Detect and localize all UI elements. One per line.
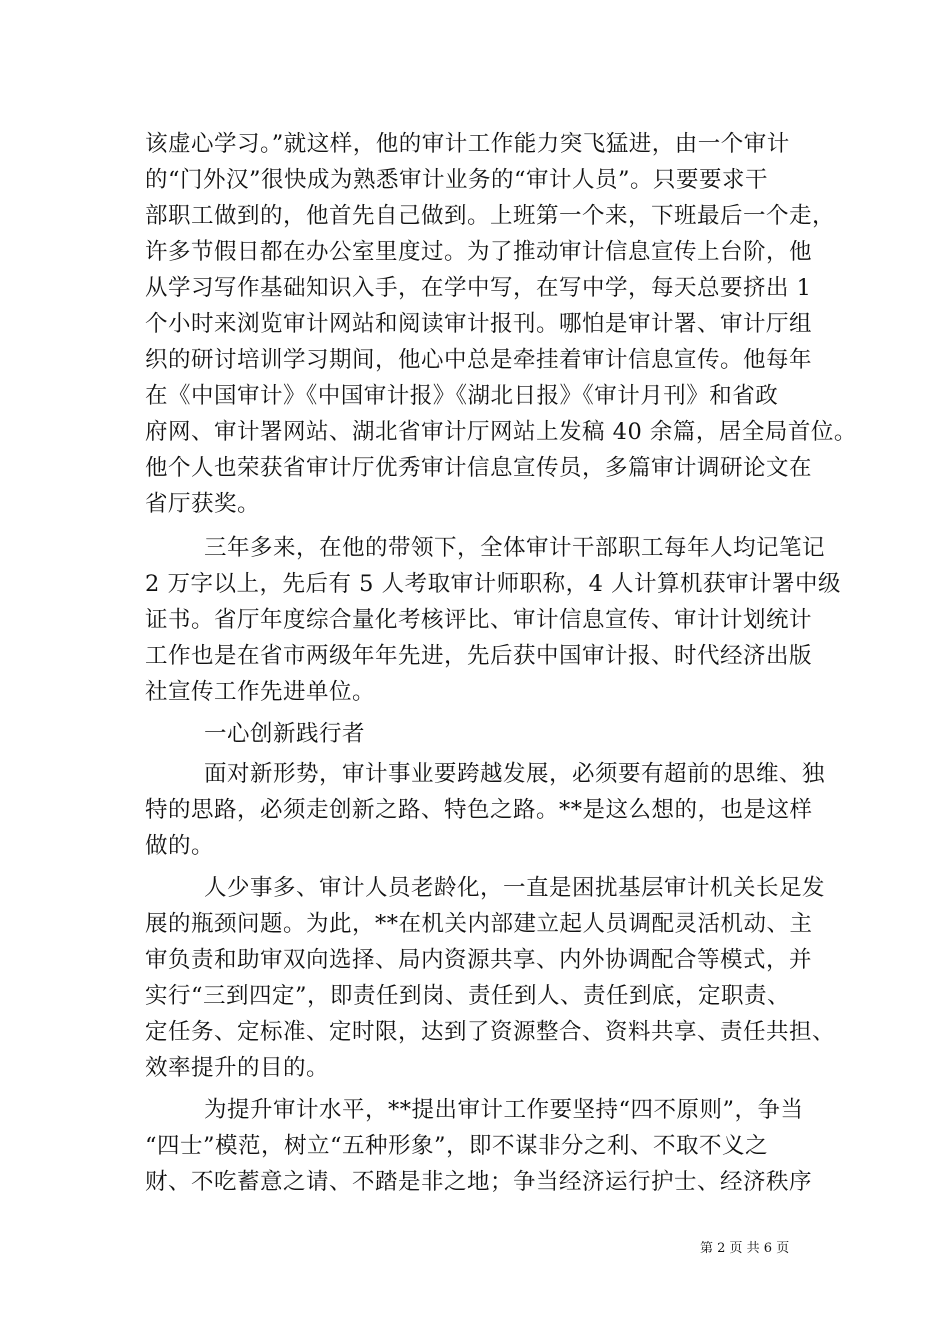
- text-line: 三年多来，在他的带领下，全体审计干部职工每年人均记笔记: [204, 535, 826, 561]
- text-line: 特的思路，必须走创新之路、特色之路。**是这么想的，也是这样: [145, 797, 813, 823]
- text-line: 从学习写作基础知识入手，在学中写，在写中学，每天总要挤出 1: [145, 275, 812, 301]
- text-line: 定任务、定标准、定时限，达到了资源整合、资料共享、责任共担、: [145, 1019, 836, 1045]
- text-line: 的“门外汉”很快成为熟悉审计业务的“审计人员”。只要要求干: [145, 167, 769, 193]
- text-line: 许多节假日都在办公室里度过。为了推动审计信息宣传上台阶，他: [145, 239, 813, 265]
- text-line: 审负责和助审双向选择、局内资源共享、内外协调配合等模式，并: [145, 947, 813, 973]
- text-line: 为提升审计水平，**提出审计工作要坚持“四不原则”，争当: [204, 1097, 804, 1123]
- text-line: 财、不吃蓄意之请、不踏是非之地；争当经济运行护士、经济秩序: [145, 1169, 813, 1195]
- text-line: 该虚心学习。”就这样，他的审计工作能力突飞猛进，由一个审计: [145, 131, 790, 157]
- text-line: 2 万字以上，先后有 5 人考取审计师职称，4 人计算机获审计署中级: [145, 571, 842, 597]
- text-line: 面对新形势，审计事业要跨越发展，必须要有超前的思维、独: [204, 761, 826, 787]
- text-line: 个小时来浏览审计网站和阅读审计报刊。哪怕是审计署、审计厅组: [145, 311, 813, 337]
- text-line: 展的瓶颈问题。为此，**在机关内部建立起人员调配灵活机动、主: [145, 911, 813, 937]
- text-line: 实行“三到四定”，即责任到岗、责任到人、责任到底，定职责、: [145, 983, 791, 1009]
- page-number: 第 2 页 共 6 页: [700, 1241, 790, 1256]
- text-line: 部职工做到的，他首先自己做到。上班第一个来，下班最后一个走，: [145, 203, 836, 229]
- text-line: “四士”模范，树立“五种形象”，即不谋非分之利、不取不义之: [145, 1133, 769, 1159]
- text-line: 人少事多、审计人员老龄化，一直是困扰基层审计机关长足发: [204, 875, 826, 901]
- text-line: 证书。省厅年度综合量化考核评比、审计信息宣传、审计计划统计: [145, 607, 813, 633]
- text-line: 工作也是在省市两级年年先进，先后获中国审计报、时代经济出版: [145, 643, 813, 669]
- text-line: 在《中国审计》《中国审计报》《湖北日报》《审计月刊》和省政: [145, 383, 779, 409]
- text-line: 效率提升的目的。: [145, 1055, 330, 1081]
- text-line: 府网、审计署网站、湖北省审计厅网站上发稿 40 余篇，居全局首位。: [145, 419, 857, 445]
- text-line: 他个人也荣获省审计厅优秀审计信息宣传员，多篇审计调研论文在: [145, 455, 813, 481]
- text-line: 社宣传工作先进单位。: [145, 679, 376, 705]
- text-line: 做的。: [145, 833, 215, 859]
- text-line: 省厅获奖。: [145, 491, 261, 517]
- section-heading: 一心创新践行者: [204, 721, 366, 747]
- text-line: 织的研讨培训学习期间，他心中总是牵挂着审计信息宣传。他每年: [145, 347, 813, 373]
